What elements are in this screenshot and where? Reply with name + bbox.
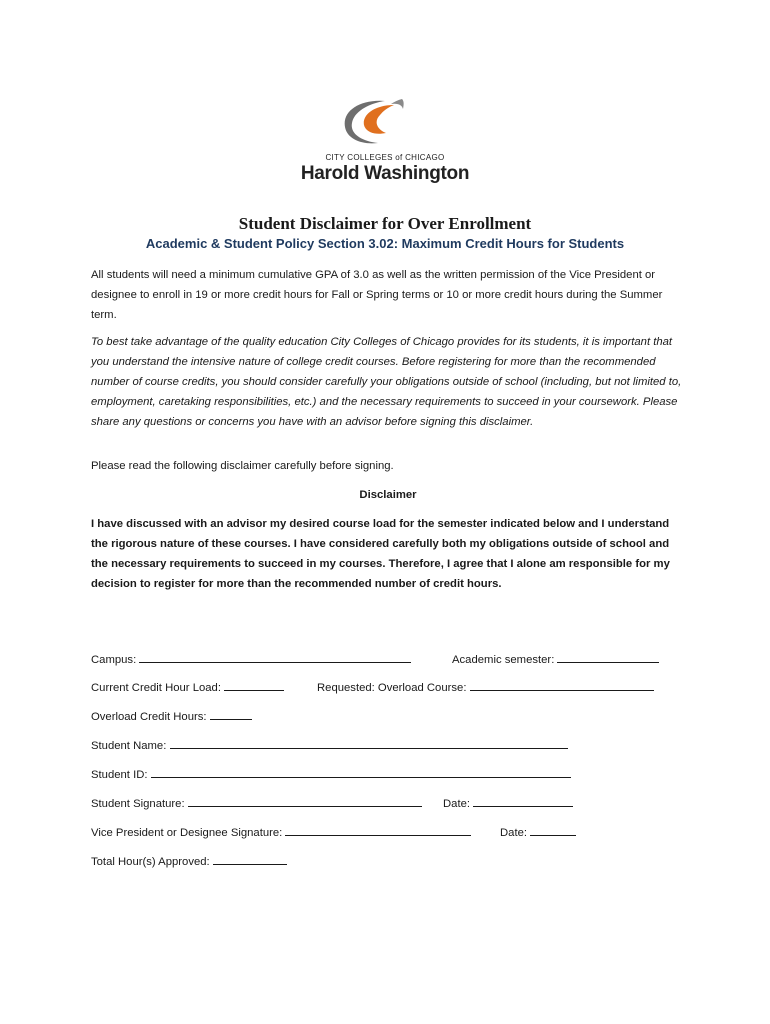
total-hours-input[interactable]	[213, 852, 287, 865]
student-id-input[interactable]	[151, 765, 571, 778]
student-id-field	[91, 765, 571, 783]
overload-course-label: Requested: Overload Course:	[317, 682, 467, 694]
vp-signature-field	[91, 823, 471, 841]
vp-date-label: Date:	[500, 827, 528, 839]
overload-course-input[interactable]	[470, 678, 654, 691]
student-signature-label: Student Signature:	[91, 798, 185, 810]
overload-credit-hours-field	[91, 707, 252, 725]
current-credit-load-field	[91, 678, 284, 696]
vp-date-field	[500, 823, 576, 841]
student-date-field	[443, 794, 573, 812]
academic-semester-field	[452, 650, 659, 668]
vp-signature-label: Vice President or Designee Signature:	[91, 827, 283, 839]
logo-subtitle: CITY COLLEGES of CHICAGO	[325, 153, 445, 162]
page-subtitle: Academic & Student Policy Section 3.02: Maximum Credit Hours for Students	[145, 236, 625, 251]
student-name-label: Student Name:	[91, 740, 167, 752]
student-date-label: Date:	[443, 798, 471, 810]
swoosh-icon	[290, 95, 480, 155]
vp-date-input[interactable]	[530, 823, 576, 836]
student-id-label: Student ID:	[91, 769, 148, 781]
advice-paragraph: To best take advantage of the quality education City Colleges of Chicago provides for its students, it is important that you understand the intensive nature of college credit courses. Before registering for more than the recommended number of course credits, you should consider carefully your obligations outside of school (including, but not limited to, employment, caretaking responsibilities, etc.) and the necessary requirements to succeed in your coursework. Please share any questions or concerns you have with an advisor before signing this disclaimer.	[91, 336, 682, 428]
total-hours-field	[91, 852, 287, 870]
read-instruction: Please read the following disclaimer carefully before signing.	[91, 460, 394, 472]
student-name-field	[91, 736, 568, 754]
overload-course-field	[317, 678, 654, 696]
gpa-requirement-paragraph: All students will need a minimum cumulative GPA of 3.0 as well as the written permission of the Vice President or designee to enroll in 19 or more credit hours for Fall or Spring terms or 10 or more credit hours during the Summer term.	[91, 269, 663, 321]
student-date-input[interactable]	[473, 794, 573, 807]
college-logo	[290, 95, 480, 190]
campus-label: Campus:	[91, 654, 137, 666]
academic-semester-input[interactable]	[557, 650, 659, 663]
student-signature-field	[91, 794, 422, 812]
student-name-input[interactable]	[170, 736, 568, 749]
vp-signature-input[interactable]	[285, 823, 471, 836]
academic-semester-label: Academic semester:	[452, 654, 555, 666]
campus-input[interactable]	[139, 650, 411, 663]
total-hours-label: Total Hour(s) Approved:	[91, 856, 210, 868]
current-credit-load-label: Current Credit Hour Load:	[91, 682, 221, 694]
logo-name: Harold Washington	[300, 163, 470, 184]
current-credit-load-input[interactable]	[224, 678, 284, 691]
overload-credit-hours-label: Overload Credit Hours:	[91, 711, 207, 723]
disclaimer-text: I have discussed with an advisor my desired course load for the semester indicated below and I understand the rigorous nature of these courses. I have considered carefully both my obligations outside of school and the necessary requirements to succeed in my courses. Therefore, I agree that I alone am responsible for my decision to register for more than the recommended number of credit hours.	[91, 518, 670, 590]
page-title: Student Disclaimer for Over Enrollment	[238, 214, 532, 233]
disclaimer-heading: Disclaimer	[359, 489, 417, 501]
overload-credit-hours-input[interactable]	[210, 707, 252, 720]
campus-field	[91, 650, 411, 668]
student-signature-input[interactable]	[188, 794, 422, 807]
